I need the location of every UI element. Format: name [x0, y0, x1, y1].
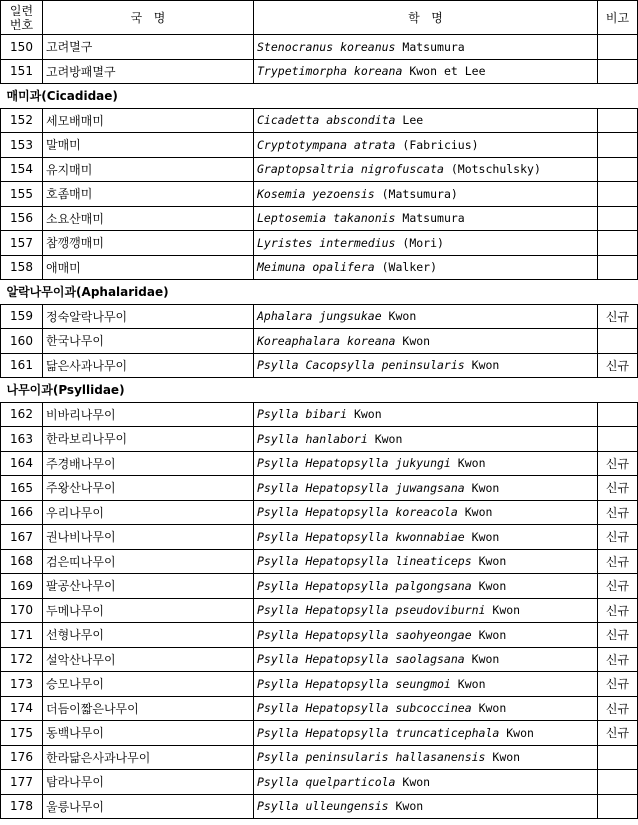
- scientific-name-cell: [254, 206, 598, 231]
- korean-name-cell: 탐라나무이: [43, 770, 254, 795]
- remark-cell: 신규: [598, 304, 638, 329]
- header-scientific-name: 학 명: [254, 1, 598, 35]
- table-row: [1, 525, 638, 550]
- author-name: Kwon: [471, 578, 507, 593]
- serial-number-cell: 152: [1, 108, 43, 133]
- scientific-name-italic: Leptosemia takanonis: [257, 211, 396, 226]
- table-row: [1, 59, 638, 84]
- remark-cell: [598, 427, 638, 452]
- author-name: (Matsumura): [374, 186, 458, 201]
- serial-number-cell: 173: [1, 672, 43, 697]
- table-row: [1, 476, 638, 501]
- serial-number-cell: 163: [1, 427, 43, 452]
- scientific-name-italic: Kosemia yezoensis: [257, 186, 375, 201]
- korean-name-cell: 호좀매미: [43, 182, 254, 207]
- family-header-row: [1, 378, 638, 403]
- author-name: Kwon: [450, 676, 486, 691]
- remark-cell: [598, 133, 638, 158]
- korean-name-cell: 정숙알락나무이: [43, 304, 254, 329]
- table-row: [1, 206, 638, 231]
- scientific-name-italic: Aphalara jungsukae: [257, 309, 382, 324]
- remark-cell: [598, 329, 638, 354]
- author-name: Kwon: [464, 529, 500, 544]
- serial-number-cell: 157: [1, 231, 43, 256]
- remark-cell: 신규: [598, 721, 638, 746]
- korean-name-cell: 한라보리나무이: [43, 427, 254, 452]
- scientific-name-italic: Psylla hanlabori: [257, 431, 368, 446]
- korean-name-cell: 비바리나무이: [43, 402, 254, 427]
- scientific-name-italic: Psylla Hepatopsylla truncaticephala: [257, 725, 500, 740]
- scientific-name-italic: Psylla bibari: [257, 407, 348, 422]
- author-name: (Fabricius): [395, 137, 479, 152]
- scientific-name-cell: [254, 108, 598, 133]
- table-row: [1, 133, 638, 158]
- scientific-name-cell: [254, 35, 598, 60]
- header-korean-name: 국 명: [43, 1, 254, 35]
- scientific-name-italic: Cryptotympana atrata: [257, 137, 396, 152]
- family-name: 매미과(Cicadidae): [1, 84, 638, 109]
- scientific-name-italic: Psylla quelparticola: [257, 774, 396, 789]
- table-row: [1, 500, 638, 525]
- table-row: [1, 672, 638, 697]
- serial-number-cell: 155: [1, 182, 43, 207]
- scientific-name-cell: [254, 451, 598, 476]
- remark-cell: 신규: [598, 500, 638, 525]
- author-name: Kwon: [464, 652, 500, 667]
- scientific-name-cell: [254, 182, 598, 207]
- header-serial-number: [1, 1, 43, 35]
- korean-name-cell: 애매미: [43, 255, 254, 280]
- scientific-name-cell: [254, 133, 598, 158]
- remark-cell: [598, 402, 638, 427]
- serial-number-cell: 156: [1, 206, 43, 231]
- scientific-name-italic: Psylla Hepatopsylla juwangsana: [257, 480, 465, 495]
- table-row: [1, 574, 638, 599]
- korean-name-cell: 참깽깽매미: [43, 231, 254, 256]
- korean-name-cell: 두메나무이: [43, 598, 254, 623]
- korean-name-cell: 유지매미: [43, 157, 254, 182]
- author-name: Kwon: [471, 701, 507, 716]
- serial-number-cell: 166: [1, 500, 43, 525]
- remark-cell: 신규: [598, 696, 638, 721]
- scientific-name-cell: [254, 500, 598, 525]
- scientific-name-italic: Psylla Hepatopsylla lineaticeps: [257, 554, 472, 569]
- author-name: Kwon: [395, 333, 431, 348]
- serial-number-cell: 154: [1, 157, 43, 182]
- korean-name-cell: 검은띠나무이: [43, 549, 254, 574]
- korean-name-cell: 팔공산나무이: [43, 574, 254, 599]
- table-row: [1, 157, 638, 182]
- serial-number-cell: 164: [1, 451, 43, 476]
- author-name: Kwon: [499, 725, 534, 740]
- scientific-name-cell: [254, 255, 598, 280]
- serial-number-cell: 153: [1, 133, 43, 158]
- author-name: Matsumura: [395, 39, 465, 54]
- scientific-name-italic: Cicadetta abscondita: [257, 113, 396, 128]
- scientific-name-italic: Psylla Cacopsylla peninsularis: [257, 358, 465, 373]
- table-row: [1, 427, 638, 452]
- scientific-name-italic: Trypetimorpha koreana: [257, 64, 403, 79]
- header-serial-line2: 번호: [9, 17, 34, 32]
- scientific-name-cell: [254, 623, 598, 648]
- korean-name-cell: 승모나무이: [43, 672, 254, 697]
- scientific-name-italic: Psylla Hepatopsylla palgongsana: [257, 578, 472, 593]
- korean-name-cell: 설악산나무이: [43, 647, 254, 672]
- scientific-name-italic: Stenocranus koreanus: [257, 39, 396, 54]
- remark-cell: 신규: [598, 672, 638, 697]
- family-name: 나무이과(Psyllidae): [1, 378, 638, 403]
- remark-cell: [598, 745, 638, 770]
- author-name: Kwon: [464, 480, 500, 495]
- scientific-name-cell: [254, 647, 598, 672]
- scientific-name-cell: [254, 476, 598, 501]
- scientific-name-italic: Psylla Hepatopsylla subcoccinea: [257, 701, 472, 716]
- remark-cell: 신규: [598, 451, 638, 476]
- scientific-name-italic: Psylla Hepatopsylla saolagsana: [257, 652, 465, 667]
- author-name: Kwon: [485, 603, 521, 618]
- table-row: [1, 647, 638, 672]
- header-serial-line1: 일련: [9, 3, 34, 18]
- serial-number-cell: 169: [1, 574, 43, 599]
- scientific-name-cell: [254, 353, 598, 378]
- scientific-name-cell: [254, 329, 598, 354]
- scientific-name-cell: [254, 59, 598, 84]
- author-name: Kwon: [485, 750, 521, 765]
- scientific-name-cell: [254, 672, 598, 697]
- serial-number-cell: 159: [1, 304, 43, 329]
- serial-number-cell: 170: [1, 598, 43, 623]
- table-row: [1, 623, 638, 648]
- scientific-name-italic: Psylla Hepatopsylla koreacola: [257, 505, 458, 520]
- serial-number-cell: 176: [1, 745, 43, 770]
- scientific-name-italic: Psylla Hepatopsylla saohyeongae: [257, 627, 472, 642]
- author-name: Kwon: [388, 799, 424, 814]
- serial-number-cell: 168: [1, 549, 43, 574]
- serial-number-cell: 174: [1, 696, 43, 721]
- table-row: [1, 231, 638, 256]
- remark-cell: [598, 157, 638, 182]
- korean-name-cell: 고려멸구: [43, 35, 254, 60]
- serial-number-cell: 160: [1, 329, 43, 354]
- scientific-name-italic: Psylla Hepatopsylla pseudoviburni: [257, 603, 486, 618]
- korean-name-cell: 한라닮은사과나무이: [43, 745, 254, 770]
- remark-cell: [598, 794, 638, 819]
- table-row: [1, 451, 638, 476]
- remark-cell: [598, 770, 638, 795]
- remark-cell: 신규: [598, 647, 638, 672]
- korean-name-cell: 더듬이짧은나무이: [43, 696, 254, 721]
- scientific-name-italic: Psylla peninsularis hallasanensis: [257, 750, 486, 765]
- korean-name-cell: 울릉나무이: [43, 794, 254, 819]
- serial-number-cell: 165: [1, 476, 43, 501]
- scientific-name-italic: Psylla Hepatopsylla jukyungi: [257, 456, 451, 471]
- author-name: Kwon: [381, 309, 417, 324]
- remark-cell: 신규: [598, 525, 638, 550]
- table-body: [1, 35, 638, 819]
- scientific-name-cell: [254, 427, 598, 452]
- family-header-row: [1, 280, 638, 305]
- author-name: Kwon: [471, 627, 507, 642]
- remark-cell: [598, 231, 638, 256]
- table-row: [1, 353, 638, 378]
- author-name: Kwon: [367, 431, 403, 446]
- scientific-name-italic: Lyristes intermedius: [257, 235, 396, 250]
- remark-cell: 신규: [598, 598, 638, 623]
- remark-cell: [598, 59, 638, 84]
- table-row: [1, 304, 638, 329]
- scientific-name-cell: [254, 745, 598, 770]
- author-name: Kwon: [464, 358, 500, 373]
- remark-cell: 신규: [598, 476, 638, 501]
- remark-cell: 신규: [598, 353, 638, 378]
- scientific-name-cell: [254, 402, 598, 427]
- table-row: [1, 721, 638, 746]
- scientific-name-italic: Psylla Hepatopsylla seungmoi: [257, 676, 451, 691]
- korean-name-cell: 동백나무이: [43, 721, 254, 746]
- table-row: [1, 402, 638, 427]
- remark-cell: [598, 206, 638, 231]
- korean-name-cell: 선형나무이: [43, 623, 254, 648]
- author-name: Kwon et Lee: [402, 64, 486, 79]
- author-name: Kwon: [395, 774, 431, 789]
- serial-number-cell: 175: [1, 721, 43, 746]
- scientific-name-italic: Psylla Hepatopsylla kwonnabiae: [257, 529, 465, 544]
- scientific-name-italic: Koreaphalara koreana: [257, 333, 396, 348]
- scientific-name-cell: [254, 525, 598, 550]
- table-row: [1, 794, 638, 819]
- author-name: Kwon: [457, 505, 493, 520]
- table-row: [1, 549, 638, 574]
- remark-cell: [598, 35, 638, 60]
- scientific-name-cell: [254, 794, 598, 819]
- table-row: [1, 598, 638, 623]
- serial-number-cell: 167: [1, 525, 43, 550]
- korean-name-cell: 권나비나무이: [43, 525, 254, 550]
- scientific-name-italic: Psylla ulleungensis: [257, 799, 389, 814]
- scientific-name-cell: [254, 304, 598, 329]
- author-name: Kwon: [471, 554, 507, 569]
- remark-cell: [598, 108, 638, 133]
- korean-name-cell: 소요산매미: [43, 206, 254, 231]
- remark-cell: 신규: [598, 574, 638, 599]
- serial-number-cell: 158: [1, 255, 43, 280]
- korean-name-cell: 주경배나무이: [43, 451, 254, 476]
- korean-name-cell: 고려방패멸구: [43, 59, 254, 84]
- korean-name-cell: 우리나무이: [43, 500, 254, 525]
- table-row: [1, 255, 638, 280]
- author-name: (Motschulsky): [443, 162, 541, 177]
- author-name: Lee: [395, 113, 424, 128]
- table-row: [1, 35, 638, 60]
- scientific-name-cell: [254, 574, 598, 599]
- scientific-name-cell: [254, 157, 598, 182]
- family-header-row: [1, 84, 638, 109]
- remark-cell: [598, 255, 638, 280]
- korean-name-cell: 말매미: [43, 133, 254, 158]
- scientific-name-cell: [254, 696, 598, 721]
- serial-number-cell: 151: [1, 59, 43, 84]
- scientific-name-cell: [254, 549, 598, 574]
- scientific-name-italic: Meimuna opalifera: [257, 260, 375, 275]
- table-row: [1, 329, 638, 354]
- table-row: [1, 696, 638, 721]
- table-row: [1, 745, 638, 770]
- serial-number-cell: 171: [1, 623, 43, 648]
- scientific-name-cell: [254, 231, 598, 256]
- serial-number-cell: 150: [1, 35, 43, 60]
- korean-name-cell: 세모배매미: [43, 108, 254, 133]
- table-row: [1, 770, 638, 795]
- serial-number-cell: 178: [1, 794, 43, 819]
- scientific-name-italic: Graptopsaltria nigrofuscata: [257, 162, 444, 177]
- remark-cell: [598, 182, 638, 207]
- table-row: [1, 108, 638, 133]
- header-remarks: 비고: [598, 1, 638, 35]
- author-name: (Mori): [395, 235, 444, 250]
- korean-name-cell: 닮은사과나무이: [43, 353, 254, 378]
- family-name: 알락나무이과(Aphalaridae): [1, 280, 638, 305]
- table-row: [1, 182, 638, 207]
- author-name: (Walker): [374, 260, 438, 275]
- remark-cell: 신규: [598, 549, 638, 574]
- korean-name-cell: 한국나무이: [43, 329, 254, 354]
- scientific-name-cell: [254, 770, 598, 795]
- scientific-name-cell: [254, 721, 598, 746]
- serial-number-cell: 177: [1, 770, 43, 795]
- author-name: Kwon: [450, 456, 486, 471]
- table-header-row: [1, 1, 638, 35]
- korean-name-cell: 주왕산나무이: [43, 476, 254, 501]
- author-name: Kwon: [347, 407, 382, 422]
- scientific-name-cell: [254, 598, 598, 623]
- serial-number-cell: 161: [1, 353, 43, 378]
- author-name: Matsumura: [395, 211, 465, 226]
- serial-number-cell: 162: [1, 402, 43, 427]
- remark-cell: 신규: [598, 623, 638, 648]
- serial-number-cell: 172: [1, 647, 43, 672]
